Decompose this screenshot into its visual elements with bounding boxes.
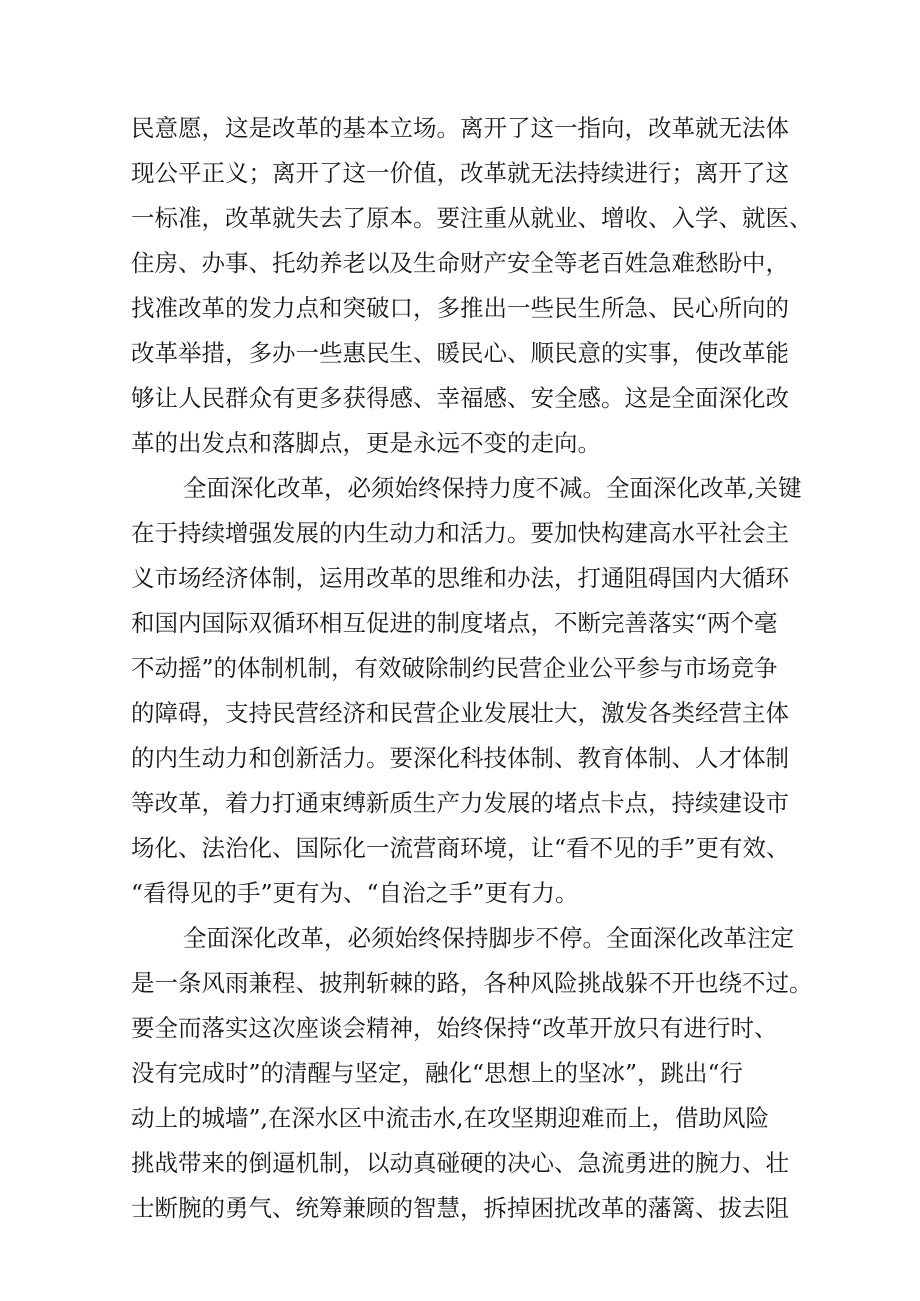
text-line: 没有完成时”的清醒与坚定，融化“思想上的坚冰”，跳出“行 <box>131 1059 744 1087</box>
text-line: 在于持续增强发展的内生动力和活力。要加快构建高水平社会主 <box>131 519 789 547</box>
text-line: 的内生动力和创新活力。要深化科技体制、教育体制、人才体制 <box>131 744 789 772</box>
text-line: 动上的城墙”,在深水区中流击水,在攻坚期迎难而上，借助风险 <box>131 1104 769 1132</box>
text-line: 现公平正义；离开了这一价值，改革就无法持续进行；离开了这 <box>131 159 789 187</box>
text-line: 义市场经济体制，运用改革的思维和办法，打通阻碍国内大循环 <box>131 564 789 592</box>
text-line: 找准改革的发力点和突破口，多推出一些民生所急、民心所向的 <box>131 294 789 322</box>
text-line: “看得见的手”更有为、“自治之手”更有力。 <box>131 879 579 907</box>
text-line: 等改革，着力打通束缚新质生产力发展的堵点卡点，持续建设市 <box>131 789 789 817</box>
text-line: 和国内国际双循环相互促进的制度堵点，不断完善落实“两个毫 <box>131 609 778 637</box>
paragraph-first-line: 全面深化改革，必须始终保持脚步不停。全面深化改革注定 <box>183 924 794 952</box>
text-line: 一标准，改革就失去了原本。要注重从就业、增收、入学、就医、 <box>131 204 813 232</box>
text-line: 住房、办事、托幼养老以及生命财产安全等老百姓急难愁盼中， <box>131 249 789 277</box>
text-line: 够让人民群众有更多获得感、幸福感、安全感。这是全面深化改 <box>131 384 789 412</box>
paragraph-first-line: 全面深化改革，必须始终保持力度不减。全面深化改革,关键 <box>183 474 802 502</box>
text-line: 不动摇”的体制机制，有效破除制约民营企业公平参与市场竞争 <box>131 654 778 682</box>
text-line: 要全而落实这次座谈会精神，始终保持“改革开放只有进行时、 <box>131 1014 778 1042</box>
text-line: 挑战带来的倒逼机制，以动真碰硬的决心、急流勇进的腕力、壮 <box>131 1149 789 1177</box>
text-line: 的障碍，支持民营经济和民营企业发展壮大，激发各类经营主体 <box>131 699 789 727</box>
text-line: 改革举措，多办一些惠民生、暖民心、顺民意的实事，使改革能 <box>131 339 789 367</box>
text-line: 是一条风雨兼程、披荆斩棘的路，各种风险挑战躲不开也绕不过。 <box>131 969 813 997</box>
text-line: 场化、法治化、国际化一流营商环境，让“看不见的手”更有效、 <box>131 834 790 862</box>
text-line: 革的出发点和落脚点，更是永远不变的走向。 <box>131 429 601 457</box>
text-line: 民意愿，这是改革的基本立场。离开了这一指向，改革就无法体 <box>131 114 789 142</box>
text-line: 士断腕的勇气、统筹兼顾的智慧，拆掉困扰改革的藩篱、拔去阻 <box>131 1194 789 1222</box>
